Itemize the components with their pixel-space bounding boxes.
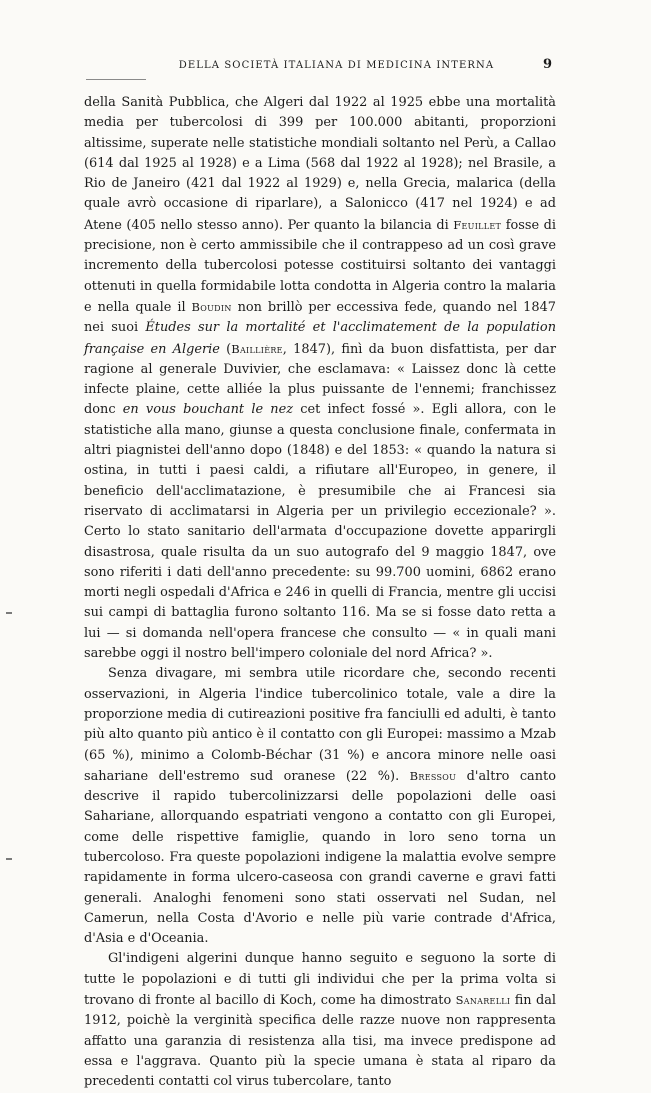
author-name: Bressou xyxy=(409,768,457,783)
author-name: Boudin xyxy=(191,299,232,314)
book-title: Études sur la mortalité et l'acclimatement de la population française en Algerie xyxy=(84,320,556,357)
author-name: Baillière xyxy=(231,341,283,356)
author-name: Sanarelli xyxy=(455,993,511,1008)
body-text xyxy=(84,93,556,1093)
header-rule xyxy=(86,79,146,80)
author-name: Feuillet xyxy=(453,217,502,232)
scan-mark xyxy=(6,612,12,614)
paragraph-2: Senza divagare, mi sembra utile ricordare che, secondo recenti osservazioni, in Algeria l'indice tubercolinico totale, vale a dire la proporzione media di cutireazioni positive fra fanciulli ed adulti, è tanto più alto quanto più antico è il contatto con gli Europei: massimo a Mzab (65 %), minimo a Colomb-Béchar (31 %) e ancora minore nelle oasi sahariane dell'estremo sud oranese (22 %). Bressou d'altro canto descrive il rapido tubercolinizzarsi delle popolazioni delle oasi Sahariane, allorquando espatriati vengono a contatto con gli Europei, come delle rispettive famiglie, quando in loro seno torna un tubercoloso. Fra queste popolazioni indigene la malattia evolve sempre rapidamente in forma ulcero-caseosa con grandi caverne e gravi fatti generali. Analoghi fenomeni sono stati osservati nel Sudan, nel Camerun, nella Costa d'Avorio e nelle più varie contrade d'Africa, d'Asia e d'Oceania. xyxy=(84,666,556,947)
page-number: 9 xyxy=(542,57,552,72)
paragraph-1: della Sanità Pubblica, che Algeri dal 1922 al 1925 ebbe una mortalità media per tubercolosi di 399 per 100.000 abitanti, proporzioni altissime, superate nelle statistiche mondiali soltanto nel Perù, a Callao (614 dal 1925 al 1928) e a Lima (568 dal 1922 al 1928); nel Brasile, a Rio de Janeiro (421 dal 1922 al 1929) e, nella Grecia, malarica (della quale avrò occasione di riparlare), a Salonicco (417 nel 1924) e ad Atene (405 nello stesso anno). Per quanto la bilancia di Feuillet fosse di precisione, non è certo ammissibile che il contrappeso ad un così grave incremento della tubercolosi potesse costituirsi soltanto dei vantaggi ottenuti in quella formidabile lotta condotta in Algeria contro la malaria e nella quale il Boudin non brillò per eccessiva fede, quando nel 1847 nei suoi Études sur la mortalité et l'acclimatement de la population française en Algerie (Baillière, 1847), finì da buon disfattista, per dar ragione al generale Duvivier, che esclamava: « Laissez donc là cette infecte plaine, cette alliée la plus puissante de l'ennemi; franchissez donc en vous bouchant le nez cet infect fossé ». Egli allora, con le statistiche alla mano, giunse a questa conclusione finale, confermata in altri piagnistei dell'anno dopo (1848) e del 1853: « quando la natura si ostina, in tutti i paesi caldi, a rifiutare all'Europeo, in genere, il beneficio dell'acclimatazione, è presumibile che ai Francesi sia riservato di acclimatarsi in Algeria per un privilegio eccezionale? ». Certo lo stato sanitario dell'armata d'occupazione dovette apparirgli disastrosa, quale risulta da un suo autografo del 9 maggio 1847, ove sono riferiti i dati dell'anno precedente: su 99.700 uomini, 6862 erano morti negli ospedali d'Africa e 246 in quelli di Francia, mentre gli uccisi sui campi di battaglia furono soltanto 116. Ma se si fosse dato retta a lui — si domanda nell'opera francese che consulto — « in quali mani sarebbe oggi il nostro bell'impero coloniale del nord Africa? ». xyxy=(84,95,556,662)
scan-mark xyxy=(6,858,12,860)
paragraph-3: Gl'indigeni algerini dunque hanno seguito e seguono la sorte di tutte le popolazioni e di tutti gli individui che per la prima volta si trovano di fronte al bacillo di Koch, come ha dimostrato Sanarelli fin dal 1912, poichè la verginità specifica delle razze nuove non rappresenta affatto una garanzia di resistenza alla tisi, ma invece predispone ad essa e l'aggrava. Quanto più la specie umana è stata al riparo da precedenti contatti col virus tubercolare, tanto xyxy=(84,951,557,1090)
running-title: DELLA SOCIETÀ ITALIANA DI MEDICINA INTERNA xyxy=(178,60,495,71)
italic-phrase: en vous bouchant le nez xyxy=(122,402,294,418)
running-head xyxy=(86,57,552,72)
